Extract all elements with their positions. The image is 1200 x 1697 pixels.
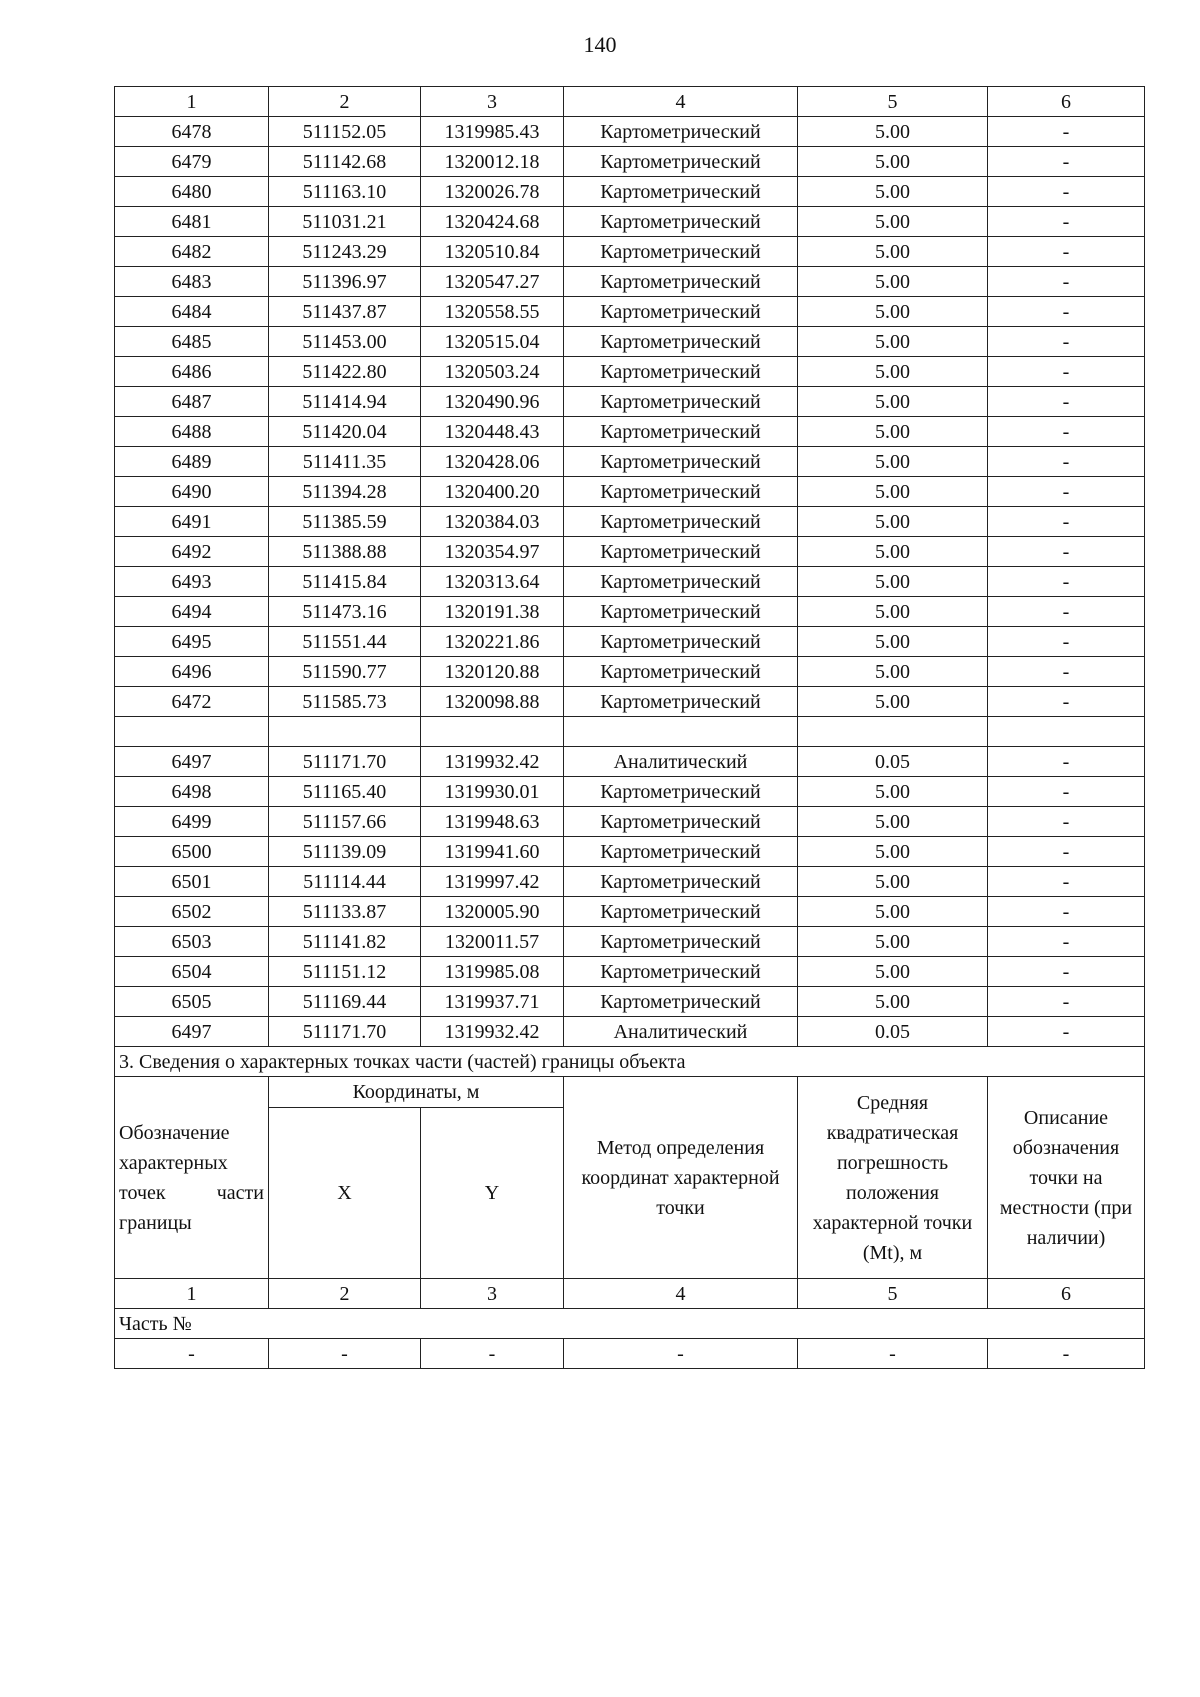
method-cell: Картометрический — [564, 507, 798, 537]
method-cell: Картометрический — [564, 417, 798, 447]
y-coordinate-cell: 1319937.71 — [421, 987, 564, 1017]
mt-cell: 5.00 — [798, 897, 988, 927]
y-coordinate-cell: 1320547.27 — [421, 267, 564, 297]
x-coordinate-cell: 511473.16 — [269, 597, 421, 627]
empty-cell — [564, 717, 798, 747]
description-cell: - — [988, 417, 1145, 447]
mt-cell: 5.00 — [798, 327, 988, 357]
description-cell: - — [988, 507, 1145, 537]
y-coordinate-cell: 1320221.86 — [421, 627, 564, 657]
section-title-row — [115, 1047, 1145, 1077]
mt-cell: 5.00 — [798, 207, 988, 237]
method-cell: Картометрический — [564, 117, 798, 147]
table-row — [115, 297, 1145, 327]
empty-cell — [798, 717, 988, 747]
y-coordinate-cell: 1320384.03 — [421, 507, 564, 537]
x-coordinate-cell: 511385.59 — [269, 507, 421, 537]
y-coordinate-cell: 1320191.38 — [421, 597, 564, 627]
x-header: X — [269, 1108, 421, 1279]
point-id-cell: 6485 — [115, 327, 269, 357]
table-row — [115, 1017, 1145, 1047]
column-number: 2 — [269, 1279, 421, 1309]
part-value-cell: - — [798, 1339, 988, 1369]
section3-header-row — [115, 1077, 1145, 1108]
section-title: 3. Сведения о характерных точках части (частей) границы объекта — [115, 1047, 1145, 1077]
y-coordinate-cell: 1320515.04 — [421, 327, 564, 357]
column-number-row — [115, 87, 1145, 117]
column-number: 2 — [269, 87, 421, 117]
table-row — [115, 117, 1145, 147]
point-id-cell: 6493 — [115, 567, 269, 597]
column-number: 4 — [564, 1279, 798, 1309]
point-id-cell: 6484 — [115, 297, 269, 327]
method-cell: Аналитический — [564, 1017, 798, 1047]
mt-cell: 5.00 — [798, 447, 988, 477]
point-id-cell: 6503 — [115, 927, 269, 957]
table-row — [115, 507, 1145, 537]
x-coordinate-cell: 511157.66 — [269, 807, 421, 837]
table-row — [115, 327, 1145, 357]
description-cell: - — [988, 477, 1145, 507]
point-id-cell: 6481 — [115, 207, 269, 237]
empty-cell — [421, 717, 564, 747]
point-id-cell: 6487 — [115, 387, 269, 417]
y-coordinate-cell: 1319997.42 — [421, 867, 564, 897]
description-cell: - — [988, 537, 1145, 567]
y-coordinate-cell: 1320503.24 — [421, 357, 564, 387]
point-id-cell: 6482 — [115, 237, 269, 267]
method-cell: Картометрический — [564, 177, 798, 207]
description-cell: - — [988, 237, 1145, 267]
column-number: 6 — [988, 1279, 1145, 1309]
table-row — [115, 777, 1145, 807]
point-id-cell: 6502 — [115, 897, 269, 927]
mt-cell: 0.05 — [798, 1017, 988, 1047]
description-cell: - — [988, 357, 1145, 387]
empty-cell — [269, 717, 421, 747]
point-id-cell: 6500 — [115, 837, 269, 867]
table-row — [115, 477, 1145, 507]
column-number: 3 — [421, 1279, 564, 1309]
point-id-cell: 6472 — [115, 687, 269, 717]
part-value-cell: - — [988, 1339, 1145, 1369]
table-row — [115, 267, 1145, 297]
y-coordinate-cell: 1320448.43 — [421, 417, 564, 447]
description-cell: - — [988, 597, 1145, 627]
y-coordinate-cell: 1319985.43 — [421, 117, 564, 147]
mt-cell: 5.00 — [798, 507, 988, 537]
description-cell: - — [988, 747, 1145, 777]
column-number: 1 — [115, 1279, 269, 1309]
mt-cell: 0.05 — [798, 747, 988, 777]
point-id-cell: 6499 — [115, 807, 269, 837]
mt-cell: 5.00 — [798, 537, 988, 567]
method-cell: Картометрический — [564, 237, 798, 267]
mt-cell: 5.00 — [798, 957, 988, 987]
y-coordinate-cell: 1319932.42 — [421, 1017, 564, 1047]
column-number: 1 — [115, 87, 269, 117]
part-value-cell: - — [564, 1339, 798, 1369]
y-coordinate-cell: 1320354.97 — [421, 537, 564, 567]
mt-cell: 5.00 — [798, 777, 988, 807]
table-row — [115, 237, 1145, 267]
description-cell: - — [988, 987, 1145, 1017]
table-row — [115, 657, 1145, 687]
description-cell: - — [988, 147, 1145, 177]
method-cell: Картометрический — [564, 657, 798, 687]
column-number: 5 — [798, 87, 988, 117]
table-row — [115, 627, 1145, 657]
x-coordinate-cell: 511422.80 — [269, 357, 421, 387]
description-cell: - — [988, 927, 1145, 957]
mt-cell: 5.00 — [798, 567, 988, 597]
table-row — [115, 747, 1145, 777]
mt-cell: 5.00 — [798, 387, 988, 417]
point-id-cell: 6480 — [115, 177, 269, 207]
method-cell: Картометрический — [564, 537, 798, 567]
y-coordinate-cell: 1320098.88 — [421, 687, 564, 717]
point-id-cell: 6504 — [115, 957, 269, 987]
x-coordinate-cell: 511133.87 — [269, 897, 421, 927]
column-number-row — [115, 1279, 1145, 1309]
y-coordinate-cell: 1320558.55 — [421, 297, 564, 327]
mt-cell: 5.00 — [798, 687, 988, 717]
x-coordinate-cell: 511415.84 — [269, 567, 421, 597]
table-row — [115, 447, 1145, 477]
table-row — [115, 597, 1145, 627]
x-coordinate-cell: 511169.44 — [269, 987, 421, 1017]
method-header: Метод определения координат характерной точки — [564, 1077, 798, 1279]
description-cell: - — [988, 117, 1145, 147]
description-cell: - — [988, 807, 1145, 837]
mt-cell: 5.00 — [798, 627, 988, 657]
accuracy-header: Средняя квадратическая погрешность положения характерной точки (Mt), м — [798, 1077, 988, 1279]
point-id-cell: 6505 — [115, 987, 269, 1017]
method-cell: Картометрический — [564, 267, 798, 297]
empty-cell — [988, 717, 1145, 747]
y-coordinate-cell: 1320510.84 — [421, 237, 564, 267]
method-cell: Картометрический — [564, 627, 798, 657]
point-designation-header: Обозначение характерных точек части границы — [115, 1077, 269, 1279]
mt-cell: 5.00 — [798, 177, 988, 207]
method-cell: Картометрический — [564, 357, 798, 387]
mt-cell: 5.00 — [798, 147, 988, 177]
description-cell: - — [988, 837, 1145, 867]
mt-cell: 5.00 — [798, 237, 988, 267]
point-id-cell: 6495 — [115, 627, 269, 657]
mt-cell: 5.00 — [798, 867, 988, 897]
method-cell: Картометрический — [564, 777, 798, 807]
x-coordinate-cell: 511163.10 — [269, 177, 421, 207]
point-id-cell: 6501 — [115, 867, 269, 897]
y-coordinate-cell: 1319948.63 — [421, 807, 564, 837]
mt-cell: 5.00 — [798, 417, 988, 447]
description-header: Описание обозначения точки на местности (при наличии) — [988, 1077, 1145, 1279]
table-row — [115, 987, 1145, 1017]
description-cell: - — [988, 327, 1145, 357]
method-cell: Картометрический — [564, 897, 798, 927]
method-cell: Картометрический — [564, 567, 798, 597]
point-id-cell: 6486 — [115, 357, 269, 387]
description-cell: - — [988, 267, 1145, 297]
x-coordinate-cell: 511243.29 — [269, 237, 421, 267]
method-cell: Картометрический — [564, 387, 798, 417]
x-coordinate-cell: 511396.97 — [269, 267, 421, 297]
x-coordinate-cell: 511151.12 — [269, 957, 421, 987]
table-row — [115, 687, 1145, 717]
mt-cell: 5.00 — [798, 987, 988, 1017]
part-data-row — [115, 1339, 1145, 1369]
description-cell: - — [988, 957, 1145, 987]
column-number: 5 — [798, 1279, 988, 1309]
part-label-row — [115, 1309, 1145, 1339]
description-cell: - — [988, 207, 1145, 237]
method-cell: Картометрический — [564, 447, 798, 477]
coordinates-header: Координаты, м — [269, 1077, 564, 1108]
x-coordinate-cell: 511171.70 — [269, 747, 421, 777]
point-id-cell: 6478 — [115, 117, 269, 147]
column-number: 6 — [988, 87, 1145, 117]
table-row — [115, 177, 1145, 207]
table-row — [115, 867, 1145, 897]
y-coordinate-cell: 1320005.90 — [421, 897, 564, 927]
method-cell: Картометрический — [564, 927, 798, 957]
x-coordinate-cell: 511114.44 — [269, 867, 421, 897]
x-coordinate-cell: 511031.21 — [269, 207, 421, 237]
x-coordinate-cell: 511437.87 — [269, 297, 421, 327]
y-coordinate-cell: 1320400.20 — [421, 477, 564, 507]
part-value-cell: - — [421, 1339, 564, 1369]
mt-cell: 5.00 — [798, 807, 988, 837]
point-id-cell: 6483 — [115, 267, 269, 297]
description-cell: - — [988, 567, 1145, 597]
method-cell: Картометрический — [564, 957, 798, 987]
empty-cell — [115, 717, 269, 747]
mt-cell: 5.00 — [798, 837, 988, 867]
y-coordinate-cell: 1320026.78 — [421, 177, 564, 207]
point-id-cell: 6496 — [115, 657, 269, 687]
page-number: 140 — [583, 32, 617, 57]
y-coordinate-cell: 1319932.42 — [421, 747, 564, 777]
table-row — [115, 897, 1145, 927]
mt-cell: 5.00 — [798, 597, 988, 627]
table-row — [115, 417, 1145, 447]
description-cell: - — [988, 387, 1145, 417]
x-coordinate-cell: 511165.40 — [269, 777, 421, 807]
table-row — [115, 807, 1145, 837]
y-coordinate-cell: 1320011.57 — [421, 927, 564, 957]
point-id-cell: 6488 — [115, 417, 269, 447]
description-cell: - — [988, 687, 1145, 717]
table-row — [115, 207, 1145, 237]
x-coordinate-cell: 511551.44 — [269, 627, 421, 657]
x-coordinate-cell: 511388.88 — [269, 537, 421, 567]
mt-cell: 5.00 — [798, 477, 988, 507]
method-cell: Картометрический — [564, 837, 798, 867]
point-id-cell: 6497 — [115, 747, 269, 777]
x-coordinate-cell: 511590.77 — [269, 657, 421, 687]
x-coordinate-cell: 511411.35 — [269, 447, 421, 477]
mt-cell: 5.00 — [798, 357, 988, 387]
description-cell: - — [988, 867, 1145, 897]
y-coordinate-cell: 1320424.68 — [421, 207, 564, 237]
point-id-cell: 6498 — [115, 777, 269, 807]
table-row — [115, 357, 1145, 387]
description-cell: - — [988, 777, 1145, 807]
mt-cell: 5.00 — [798, 657, 988, 687]
part-value-cell: - — [115, 1339, 269, 1369]
x-coordinate-cell: 511139.09 — [269, 837, 421, 867]
coordinates-table — [114, 86, 1145, 1369]
table-row — [115, 837, 1145, 867]
separator-row — [115, 717, 1145, 747]
method-cell: Аналитический — [564, 747, 798, 777]
mt-cell: 5.00 — [798, 117, 988, 147]
method-cell: Картометрический — [564, 597, 798, 627]
y-coordinate-cell: 1320120.88 — [421, 657, 564, 687]
table-row — [115, 537, 1145, 567]
description-cell: - — [988, 627, 1145, 657]
method-cell: Картометрический — [564, 687, 798, 717]
description-cell: - — [988, 177, 1145, 207]
mt-cell: 5.00 — [798, 267, 988, 297]
x-coordinate-cell: 511414.94 — [269, 387, 421, 417]
x-coordinate-cell: 511152.05 — [269, 117, 421, 147]
method-cell: Картометрический — [564, 807, 798, 837]
part-value-cell: - — [269, 1339, 421, 1369]
column-number: 4 — [564, 87, 798, 117]
description-cell: - — [988, 1017, 1145, 1047]
y-coordinate-cell: 1320490.96 — [421, 387, 564, 417]
table-row — [115, 957, 1145, 987]
method-cell: Картометрический — [564, 327, 798, 357]
point-id-cell: 6492 — [115, 537, 269, 567]
description-cell: - — [988, 897, 1145, 927]
y-coordinate-cell: 1319941.60 — [421, 837, 564, 867]
method-cell: Картометрический — [564, 987, 798, 1017]
y-coordinate-cell: 1320428.06 — [421, 447, 564, 477]
table-row — [115, 567, 1145, 597]
x-coordinate-cell: 511142.68 — [269, 147, 421, 177]
method-cell: Картометрический — [564, 867, 798, 897]
x-coordinate-cell: 511585.73 — [269, 687, 421, 717]
mt-cell: 5.00 — [798, 927, 988, 957]
y-coordinate-cell: 1320012.18 — [421, 147, 564, 177]
mt-cell: 5.00 — [798, 297, 988, 327]
method-cell: Картометрический — [564, 147, 798, 177]
point-id-cell: 6490 — [115, 477, 269, 507]
description-cell: - — [988, 657, 1145, 687]
method-cell: Картометрический — [564, 297, 798, 327]
part-label: Часть № — [115, 1309, 1145, 1339]
table-row — [115, 927, 1145, 957]
point-id-cell: 6494 — [115, 597, 269, 627]
description-cell: - — [988, 297, 1145, 327]
y-coordinate-cell: 1319985.08 — [421, 957, 564, 987]
y-header: Y — [421, 1108, 564, 1279]
column-number: 3 — [421, 87, 564, 117]
point-id-cell: 6489 — [115, 447, 269, 477]
table-row — [115, 147, 1145, 177]
x-coordinate-cell: 511394.28 — [269, 477, 421, 507]
method-cell: Картометрический — [564, 477, 798, 507]
x-coordinate-cell: 511420.04 — [269, 417, 421, 447]
y-coordinate-cell: 1319930.01 — [421, 777, 564, 807]
y-coordinate-cell: 1320313.64 — [421, 567, 564, 597]
x-coordinate-cell: 511141.82 — [269, 927, 421, 957]
point-id-cell: 6497 — [115, 1017, 269, 1047]
method-cell: Картометрический — [564, 207, 798, 237]
point-id-cell: 6479 — [115, 147, 269, 177]
point-id-cell: 6491 — [115, 507, 269, 537]
description-cell: - — [988, 447, 1145, 477]
x-coordinate-cell: 511171.70 — [269, 1017, 421, 1047]
table-row — [115, 387, 1145, 417]
x-coordinate-cell: 511453.00 — [269, 327, 421, 357]
